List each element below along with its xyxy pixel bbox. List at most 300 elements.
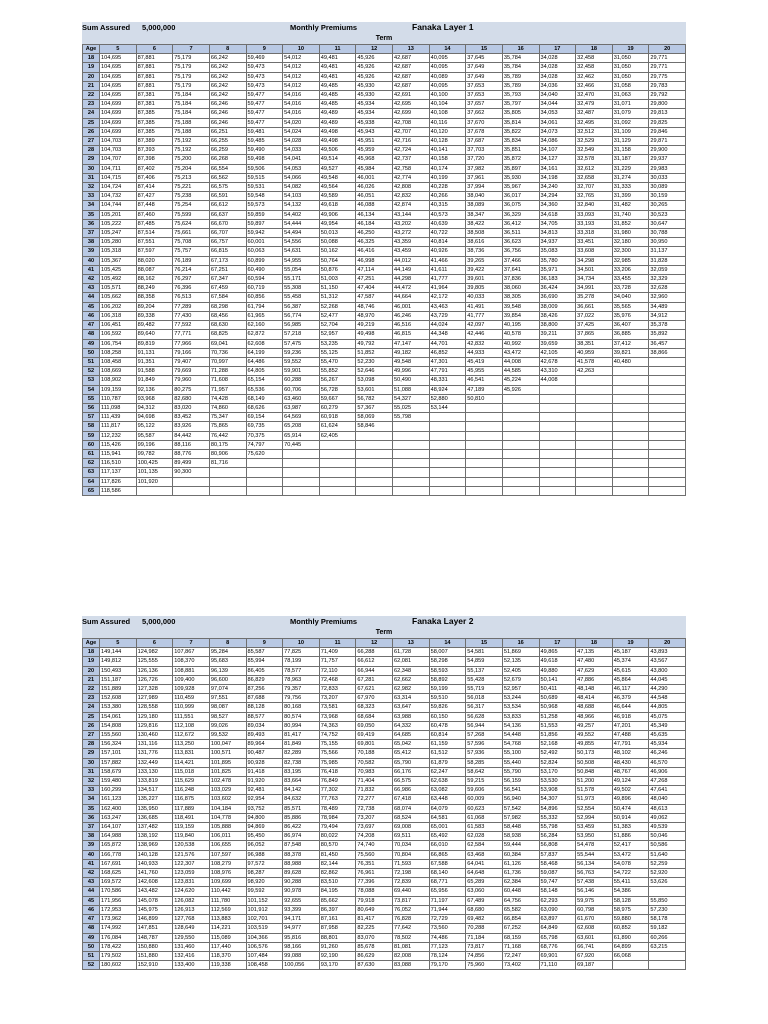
- premium-cell: 107,867: [173, 648, 210, 657]
- premium-cell: 31,050: [612, 54, 649, 63]
- premium-cell: 44,805: [649, 703, 686, 712]
- premium-cell: 104,695: [100, 81, 137, 90]
- premium-cell: 43,800: [649, 666, 686, 675]
- premium-cell: 110,999: [173, 703, 210, 712]
- table-row: [83, 477, 686, 486]
- premium-cell: [539, 422, 576, 431]
- premium-cell: 47,488: [612, 731, 649, 740]
- age-cell: 25: [83, 712, 100, 721]
- premium-cell: [429, 477, 466, 486]
- premium-cell: 52,957: [502, 685, 539, 694]
- premium-cell: [649, 449, 686, 458]
- premium-cell: 60,594: [246, 275, 283, 284]
- term-header: 7: [173, 639, 210, 648]
- premium-cell: 81,417: [356, 915, 393, 924]
- premium-cell: [576, 385, 613, 394]
- premium-cell: 76,052: [393, 905, 430, 914]
- premium-cell: 99,592: [246, 887, 283, 896]
- premium-cell: 62,662: [393, 675, 430, 684]
- premium-cell: 61,736: [502, 869, 539, 878]
- premium-cell: 66,575: [209, 183, 246, 192]
- premium-cell: 116,510: [100, 459, 137, 468]
- premium-cell: 47,268: [649, 777, 686, 786]
- premium-cell: [429, 413, 466, 422]
- premium-cell: 160,299: [100, 786, 137, 795]
- premium-cell: 45,615: [612, 666, 649, 675]
- age-cell: 56: [83, 403, 100, 412]
- premium-cell: 55,852: [319, 367, 356, 376]
- table-row: [83, 385, 686, 394]
- premium-cell: 105,492: [100, 275, 137, 284]
- premium-cell: 43,202: [393, 219, 430, 228]
- premium-cell: 29,825: [649, 118, 686, 127]
- premium-cell: 75,184: [173, 100, 210, 109]
- premium-cell: [612, 961, 649, 970]
- table-row: [83, 339, 686, 348]
- premium-cell: [649, 431, 686, 440]
- premium-cell: 45,943: [356, 127, 393, 136]
- premium-cell: [356, 477, 393, 486]
- premium-cell: 52,679: [502, 675, 539, 684]
- premium-cell: 55,440: [502, 758, 539, 767]
- premium-cell: 138,969: [136, 841, 173, 850]
- premium-cell: 94,171: [283, 915, 320, 924]
- premium-cell: [502, 459, 539, 468]
- premium-cell: 31,852: [612, 219, 649, 228]
- premium-cell: 31,058: [612, 81, 649, 90]
- premium-cell: 130,460: [136, 731, 173, 740]
- premium-cell: 54,444: [283, 219, 320, 228]
- premium-cell: 44,290: [649, 685, 686, 694]
- premium-cell: 109,699: [209, 878, 246, 887]
- age-cell: 27: [83, 137, 100, 146]
- premium-cell: 86,397: [319, 905, 356, 914]
- premium-cell: 56,628: [466, 712, 503, 721]
- premium-cell: 56,541: [502, 786, 539, 795]
- premium-cell: 69,187: [576, 961, 613, 970]
- premium-cell: 156,324: [100, 740, 137, 749]
- premium-cell: 36,075: [502, 201, 539, 210]
- age-cell: 37: [83, 229, 100, 238]
- premium-cell: 62,608: [246, 339, 283, 348]
- premium-cell: 67,281: [356, 675, 393, 684]
- premium-cell: [539, 431, 576, 440]
- premium-cell: 75,624: [173, 219, 210, 228]
- premium-cell: 38,347: [466, 210, 503, 219]
- premium-cell: 33,193: [576, 219, 613, 228]
- premium-cell: 135,227: [136, 795, 173, 804]
- age-cell: 51: [83, 951, 100, 960]
- premium-cell: [209, 477, 246, 486]
- premium-cell: 38,351: [576, 339, 613, 348]
- premium-cell: 71,608: [209, 376, 246, 385]
- premium-cell: 52,554: [576, 804, 613, 813]
- premium-cell: 39,601: [466, 275, 503, 284]
- premium-cell: 59,477: [246, 109, 283, 118]
- premium-cell: 104,699: [100, 109, 137, 118]
- premium-cell: 46,918: [612, 712, 649, 721]
- premium-cell: 44,012: [393, 256, 430, 265]
- premium-cell: 32,985: [612, 256, 649, 265]
- premium-cell: 172,953: [100, 905, 137, 914]
- premium-cell: 66,741: [576, 942, 613, 951]
- premium-cell: 59,880: [612, 915, 649, 924]
- premium-cell: 54,033: [283, 146, 320, 155]
- premium-cell: 80,168: [283, 703, 320, 712]
- premium-cell: 80,275: [173, 385, 210, 394]
- premium-cell: 34,198: [539, 173, 576, 182]
- premium-cell: 54,041: [283, 155, 320, 164]
- premium-cell: 38,616: [466, 238, 503, 247]
- premium-cell: [356, 449, 393, 458]
- premium-cell: 89,204: [136, 302, 173, 311]
- age-cell: 30: [83, 164, 100, 173]
- premium-cell: 59,477: [246, 91, 283, 100]
- premium-cell: 62,982: [393, 685, 430, 694]
- age-cell: 37: [83, 823, 100, 832]
- premium-cell: 45,075: [649, 712, 686, 721]
- premium-cell: 56,387: [283, 302, 320, 311]
- premium-cell: 40,195: [502, 321, 539, 330]
- premium-cell: 34,912: [649, 311, 686, 320]
- premium-cell: 55,850: [649, 896, 686, 905]
- premium-cell: 49,481: [319, 72, 356, 81]
- premium-cell: 66,246: [209, 118, 246, 127]
- premium-cell: 34,040: [612, 293, 649, 302]
- premium-cell: 35,930: [502, 173, 539, 182]
- premium-cell: 39,211: [539, 330, 576, 339]
- premium-cell: 51,852: [356, 348, 393, 357]
- table-row: [83, 657, 686, 666]
- premium-cell: 40,033: [466, 293, 503, 302]
- premium-cell: 44,008: [502, 357, 539, 366]
- age-cell: 18: [83, 54, 100, 63]
- premium-cell: 50,141: [539, 675, 576, 684]
- premium-cell: 35,872: [502, 155, 539, 164]
- premium-cell: 88,358: [136, 293, 173, 302]
- premium-cell: [576, 449, 613, 458]
- premium-cell: 59,182: [649, 924, 686, 933]
- premium-cell: [649, 468, 686, 477]
- premium-cell: 87,414: [136, 183, 173, 192]
- premium-cell: 66,865: [429, 850, 466, 859]
- premium-cell: 49,124: [612, 777, 649, 786]
- premium-cell: 40,108: [429, 109, 466, 118]
- premium-cell: 109,159: [100, 385, 137, 394]
- premium-cell: 56,018: [466, 694, 503, 703]
- premium-cell: 77,123: [429, 942, 466, 951]
- premium-cell: 52,646: [356, 367, 393, 376]
- premium-cell: 49,481: [319, 54, 356, 63]
- premium-cell: 35,971: [539, 265, 576, 274]
- sum-assured-value: 5,000,000: [142, 617, 176, 626]
- premium-cell: 104,699: [100, 118, 137, 127]
- premium-cell: 75,661: [173, 229, 210, 238]
- premium-cell: 42,105: [539, 348, 576, 357]
- premium-cell: 45,930: [356, 91, 393, 100]
- premium-cell: [502, 431, 539, 440]
- premium-cell: 84,632: [283, 795, 320, 804]
- premium-cell: 67,970: [356, 694, 393, 703]
- premium-cell: [539, 449, 576, 458]
- premium-cell: [466, 413, 503, 422]
- age-cell: 39: [83, 247, 100, 256]
- premium-cell: 52,704: [319, 321, 356, 330]
- premium-cell: 59,747: [539, 878, 576, 887]
- age-cell: 26: [83, 127, 100, 136]
- premium-cell: 78,088: [356, 887, 393, 896]
- premium-cell: 88,378: [283, 850, 320, 859]
- premium-cell: 94,698: [136, 413, 173, 422]
- premium-cell: 35,378: [649, 321, 686, 330]
- premium-cell: 109,400: [173, 675, 210, 684]
- premium-cell: 35,278: [576, 293, 613, 302]
- premium-cell: 46,184: [356, 219, 393, 228]
- premium-cell: 128,558: [136, 703, 173, 712]
- term-header: 6: [136, 45, 173, 54]
- premium-cell: 163,247: [100, 813, 137, 822]
- age-cell: 34: [83, 201, 100, 210]
- premium-cell: [502, 413, 539, 422]
- premium-cell: 75,155: [319, 740, 356, 749]
- premium-cell: 42,716: [393, 137, 430, 146]
- premium-cell: [576, 468, 613, 477]
- age-cell: 19: [83, 63, 100, 72]
- premium-cell: 40,959: [576, 348, 613, 357]
- premium-cell: 31,274: [612, 173, 649, 182]
- premium-cell: [466, 486, 503, 495]
- premium-cell: 78,502: [393, 933, 430, 942]
- age-cell: 60: [83, 440, 100, 449]
- premium-cell: 92,655: [283, 896, 320, 905]
- premium-cell: 133,819: [136, 777, 173, 786]
- premium-cell: [576, 394, 613, 403]
- premium-cell: [612, 486, 649, 495]
- premium-cell: 106,754: [100, 339, 137, 348]
- premium-cell: 49,548: [393, 357, 430, 366]
- premium-cell: 82,289: [283, 749, 320, 758]
- premium-cell: 83,088: [393, 961, 430, 970]
- premium-cell: 49,502: [612, 786, 649, 795]
- premium-cell: 86,974: [283, 832, 320, 841]
- premium-cell: 71,197: [429, 896, 466, 905]
- premium-cell: 34,086: [539, 137, 576, 146]
- premium-cell: 49,618: [539, 657, 576, 666]
- premium-cell: 36,183: [539, 275, 576, 284]
- premium-cell: 145,975: [136, 905, 173, 914]
- premium-cell: 69,735: [246, 422, 283, 431]
- age-cell: 50: [83, 348, 100, 357]
- premium-cell: 168,625: [100, 869, 137, 878]
- premium-cell: 49,552: [576, 731, 613, 740]
- premium-cell: 68,149: [246, 394, 283, 403]
- premium-cell: [576, 413, 613, 422]
- premium-cell: 116,875: [173, 795, 210, 804]
- table-row: [83, 468, 686, 477]
- premium-cell: 74,752: [319, 731, 356, 740]
- premium-cell: 124,620: [173, 887, 210, 896]
- premium-cell: 64,756: [502, 896, 539, 905]
- premium-cell: 34,061: [539, 118, 576, 127]
- premium-cell: 87,514: [136, 229, 173, 238]
- premium-cell: 75,188: [173, 118, 210, 127]
- premium-cell: 50,810: [466, 394, 503, 403]
- age-cell: 41: [83, 265, 100, 274]
- premium-cell: [466, 440, 503, 449]
- premium-cell: 75,985: [319, 758, 356, 767]
- premium-cell: 66,670: [209, 219, 246, 228]
- premium-cell: 45,968: [356, 155, 393, 164]
- premium-cell: 53,244: [502, 694, 539, 703]
- premium-cell: 63,897: [539, 915, 576, 924]
- premium-cell: 106,451: [100, 321, 137, 330]
- premium-cell: [502, 422, 539, 431]
- premium-cell: 68,074: [393, 804, 430, 813]
- premium-cell: [649, 486, 686, 495]
- premium-cell: 73,402: [502, 961, 539, 970]
- premium-cell: [649, 951, 686, 960]
- premium-cell: 42,446: [466, 330, 503, 339]
- premium-cell: 76,828: [393, 915, 430, 924]
- premium-cell: 59,531: [246, 183, 283, 192]
- premium-cell: 52,824: [539, 758, 576, 767]
- table-row: [83, 933, 686, 942]
- premium-cell: 91,260: [319, 942, 356, 951]
- age-cell: 61: [83, 449, 100, 458]
- age-header: Age: [83, 45, 100, 54]
- premium-cell: [393, 422, 430, 431]
- premium-cell: 44,701: [429, 339, 466, 348]
- premium-cell: 119,159: [173, 823, 210, 832]
- premium-cell: 39,821: [612, 348, 649, 357]
- premium-cell: 66,255: [209, 137, 246, 146]
- premium-cell: 146,899: [136, 915, 173, 924]
- premium-cell: 88,020: [136, 256, 173, 265]
- premium-cell: 41,491: [466, 302, 503, 311]
- premium-cell: 62,872: [246, 330, 283, 339]
- premium-cell: 72,110: [319, 666, 356, 675]
- premium-cell: 51,312: [319, 293, 356, 302]
- premium-cell: 62,081: [393, 657, 430, 666]
- premium-cell: 74,860: [209, 403, 246, 412]
- premium-cell: 58,846: [356, 422, 393, 431]
- premium-cell: 35,967: [502, 183, 539, 192]
- premium-cell: 54,078: [612, 859, 649, 868]
- premium-cell: 98,287: [246, 869, 283, 878]
- premium-cell: 129,816: [136, 721, 173, 730]
- premium-cell: [466, 431, 503, 440]
- premium-cell: 32,707: [576, 183, 613, 192]
- premium-cell: 66,562: [209, 173, 246, 182]
- premium-cell: 152,608: [100, 694, 137, 703]
- premium-cell: 99,026: [209, 721, 246, 730]
- table-row: [83, 210, 686, 219]
- premium-cell: 31,158: [612, 146, 649, 155]
- premium-cell: 29,937: [649, 155, 686, 164]
- premium-cell: [209, 486, 246, 495]
- premium-cell: 94,312: [136, 403, 173, 412]
- premium-cell: 70,188: [356, 749, 393, 758]
- table-row: [83, 201, 686, 210]
- premium-cell: 164,107: [100, 823, 137, 832]
- premium-cell: 57,230: [649, 905, 686, 914]
- premium-cell: 77,396: [356, 878, 393, 887]
- premium-cell: 89,640: [136, 330, 173, 339]
- premium-cell: 37,982: [466, 164, 503, 173]
- premium-cell: 71,404: [356, 777, 393, 786]
- premium-cell: 87,448: [136, 201, 173, 210]
- table-row: [83, 256, 686, 265]
- premium-cell: 106,318: [100, 311, 137, 320]
- age-cell: 35: [83, 210, 100, 219]
- premium-cell: 49,498: [356, 330, 393, 339]
- premium-cell: 140,128: [136, 850, 173, 859]
- premium-cell: 66,242: [209, 81, 246, 90]
- premium-cell: [649, 376, 686, 385]
- premium-cell: 63,314: [393, 694, 430, 703]
- premium-cell: 50,968: [539, 703, 576, 712]
- premium-cell: [649, 459, 686, 468]
- premium-cell: 151,889: [100, 685, 137, 694]
- premium-cell: 31,828: [649, 256, 686, 265]
- premium-cell: 115,426: [100, 440, 137, 449]
- premium-cell: 101,135: [136, 468, 173, 477]
- premium-cell: 58,448: [502, 823, 539, 832]
- premium-cell: 45,187: [612, 648, 649, 657]
- premium-cell: 58,298: [429, 657, 466, 666]
- premium-cell: 70,034: [393, 841, 430, 850]
- premium-cell: 58,069: [356, 413, 393, 422]
- age-cell: 57: [83, 413, 100, 422]
- premium-cell: 77,966: [173, 339, 210, 348]
- premium-cell: 40,266: [429, 192, 466, 201]
- premium-cell: 65,536: [246, 385, 283, 394]
- premium-cell: 49,880: [539, 666, 576, 675]
- age-cell: 19: [83, 657, 100, 666]
- premium-cell: 103,029: [209, 786, 246, 795]
- premium-cell: [612, 413, 649, 422]
- premium-cell: 59,087: [539, 869, 576, 878]
- term-header: 9: [246, 45, 283, 54]
- premium-cell: 55,458: [283, 293, 320, 302]
- table-row: [83, 100, 686, 109]
- premium-cell: 35,789: [502, 81, 539, 90]
- premium-cell: 53,534: [502, 703, 539, 712]
- premium-cell: 60,852: [612, 924, 649, 933]
- premium-cell: 110,787: [100, 394, 137, 403]
- premium-cell: 100,056: [283, 961, 320, 970]
- premium-cell: 63,215: [649, 942, 686, 951]
- table-row: [83, 648, 686, 657]
- premium-cell: 95,450: [246, 832, 283, 841]
- premium-cell: 78,489: [319, 804, 356, 813]
- premium-cell: 50,088: [319, 238, 356, 247]
- premium-cell: 55,125: [319, 348, 356, 357]
- premium-cell: 54,016: [283, 109, 320, 118]
- premium-cell: 37,641: [502, 265, 539, 274]
- premium-cell: 127,328: [136, 685, 173, 694]
- premium-cell: 47,886: [576, 675, 613, 684]
- premium-cell: 117,889: [173, 804, 210, 813]
- premium-cell: 42,263: [576, 367, 613, 376]
- premium-cell: 97,074: [209, 685, 246, 694]
- premium-cell: 75,192: [173, 146, 210, 155]
- premium-cell: 65,001: [429, 823, 466, 832]
- premium-cell: 43,310: [539, 367, 576, 376]
- premium-cell: 60,899: [246, 256, 283, 265]
- premium-cell: 53,950: [576, 832, 613, 841]
- premium-cell: 63,082: [429, 786, 466, 795]
